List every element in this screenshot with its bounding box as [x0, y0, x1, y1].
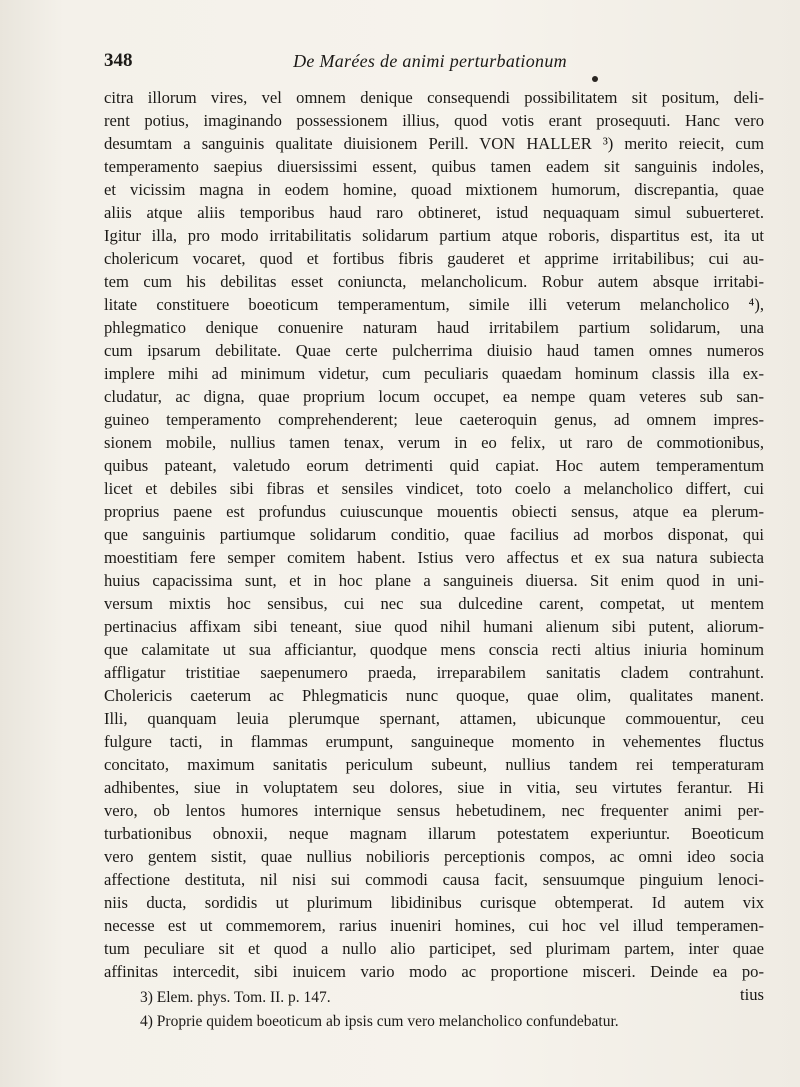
footnotes [140, 986, 760, 1034]
text-line: aliis atque aliis temporibus haud raro obtineret, istud nequaquam simul subuerteret. [104, 203, 764, 222]
text-line: turbationibus obnoxii, neque magnam illarum potestatem experiuntur. Boeoticum [104, 824, 764, 843]
text-line: licet et debiles sibi fibras et sensiles vindicet, toto coelo a melancholico differt, cui [104, 479, 764, 498]
running-title: De Marées de animi perturbationum [293, 51, 567, 71]
text-line: vero gentem sistit, quae nullius nobilioris perceptionis compos, ac omni ideo socia [104, 847, 764, 866]
text-line: que calamitate ut sua afficiantur, quodque mens conscia recti altius iniuria hominum [104, 640, 764, 659]
text-line: desumtam a sanguinis qualitate diuisionem Perill. VON HALLER ³) merito reiecit, cum [104, 134, 764, 153]
text-line: pertinacius affixam sibi teneant, siue quod nihil humani alienum sibi putent, aliorum- [104, 617, 764, 636]
text-line: tem cum his debilitas esset coniuncta, melancholicum. Robur autem absque irritabi- [104, 272, 764, 291]
text-line: cludatur, ac digna, quae proprium locum occupet, ea nempe quam veteres sub san- [104, 387, 764, 406]
text-line: proprius paene est profundus cuiuscunque mouentis obiecti sensus, atque ea plerum- [104, 502, 764, 521]
footnote: 4) Proprie quidem boeoticum ab ipsis cum vero melancholico confundebatur. [140, 1013, 619, 1030]
text-line: tum peculiare sit et quod a nullo alio participet, sed plurimam partem, inter quae [104, 939, 764, 958]
page-number: 348 [104, 50, 133, 71]
text-line: concitato, maximum sanitatis periculum subeunt, nullius tandem rei temperaturam [104, 755, 764, 774]
text-line: affinitas intercedit, sibi inuicem vario modo ac proportione misceri. Deinde ea po- [104, 962, 764, 981]
text-line: sionem mobile, nullius tamen tenax, verum in eo felix, ut raro de commotionibus, [104, 433, 764, 452]
body-text [104, 86, 764, 1006]
text-line: niis ducta, sordidis ut plurimum libidinibus curisque obtemperat. Id autem vix [104, 893, 764, 912]
text-line: fulgure tacti, in flammas erumpunt, sanguineque momento in vehementes fluctus [104, 732, 764, 751]
text-line: que sanguinis partiumque solidarum conditio, quae facilius ad morbos disponat, qui [104, 525, 764, 544]
text-line: litate constituere boeoticum temperamentum, simile illi veterum melancholico ⁴), [104, 295, 764, 314]
footnote: 3) Elem. phys. Tom. II. p. 147. [140, 989, 331, 1006]
text-line: guineo temperamento comprehenderent; leue caeteroquin genus, ad omnem impres- [104, 410, 764, 429]
text-line: rent potius, imaginando possessionem illius, quod votis erant prosequuti. Hanc vero [104, 111, 764, 130]
page-header [104, 50, 756, 76]
text-line: phlegmatico denique conuenire naturam haud irritabilem partium solidarum, una [104, 318, 764, 337]
text-line: versum mixtis hoc sensibus, cui nec sua dulcedine carent, competat, ut mentem [104, 594, 764, 613]
text-line: affligatur tristitiae saepenumero praeda, irreparabilem sanitatis cladem contrahunt. [104, 663, 764, 682]
text-line: Cholericis caeterum ac Phlegmaticis nunc quoque, quae olim, qualitates manent. [104, 686, 764, 705]
text-line: Illi, quanquam leuia plerumque spernant, attamen, ubicunque commouentur, ceu [104, 709, 764, 728]
text-line: citra illorum vires, vel omnem denique consequendi possibilitatem sit positum, deli- [104, 88, 764, 107]
text-line: implere mihi ad minimum videtur, cum peculiaris quaedam hominum classis illa ex- [104, 364, 764, 383]
text-line: huius capacissima sunt, et in hoc plane a sanguineis diuersa. Sit enim quod in uni- [104, 571, 764, 590]
text-line: Igitur illa, pro modo irritabilitatis solidarum partium atque roboris, dispartitus est, ita ut [104, 226, 764, 245]
text-line: et vicissim magna in eodem homine, quoad mixtionem humorum, discrepantia, quae [104, 180, 764, 199]
text-line: necesse est ut commemorem, rarius inueniri homines, cui hoc vel illud temperamen- [104, 916, 764, 935]
text-line: cholericum vocaret, quod et fortibus fibris gauderet et apprime irritabilibus; cui au- [104, 249, 764, 268]
text-line: affectione destituta, nil nisi sui commodi causa facit, sensuumque pinguium lenoci- [104, 870, 764, 889]
text-line: temperamento saepius diuersissimi essent, quibus tamen eadem sit sanguinis indoles, [104, 157, 764, 176]
text-line: vero, ob lentos humores internique sensus hebetudinem, nec frequenter animi per- [104, 801, 764, 820]
text-line: cum ipsarum debilitate. Quae certe pulcherrima diuisio haud tamen omnes numeros [104, 341, 764, 360]
text-line: quibus pateant, valetudo eorum detrimenti quid capiat. Hoc autem temperamentum [104, 456, 764, 475]
text-line: tius [740, 985, 764, 1004]
text-line: moestitiam fere semper comitem habent. Istius vero affectus et ex sua natura subiecta [104, 548, 764, 567]
ink-smudge [592, 76, 598, 82]
text-line: adhibentes, siue in voluptatem seu dolores, siue in vitia, seu virtutes ferantur. Hi [104, 778, 764, 797]
